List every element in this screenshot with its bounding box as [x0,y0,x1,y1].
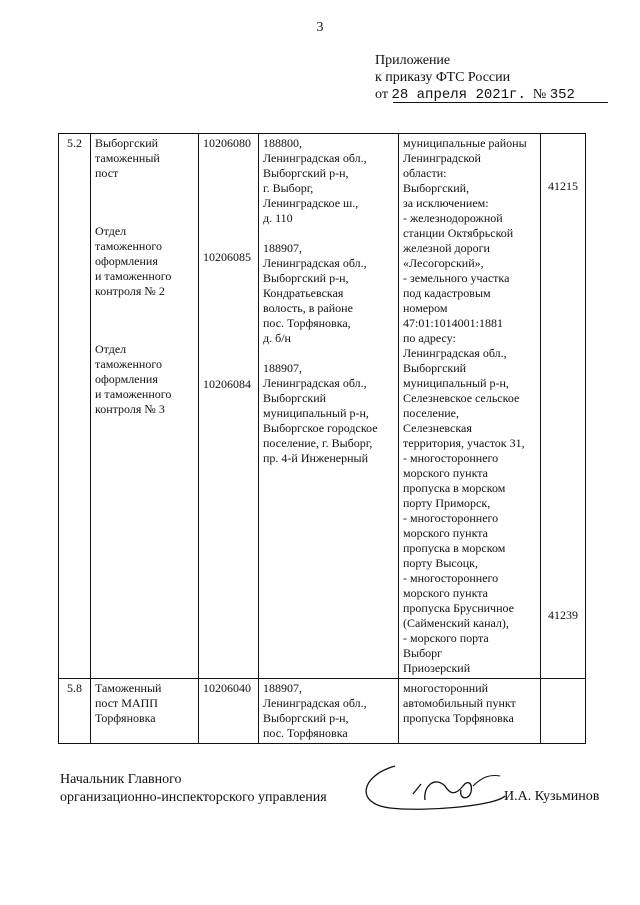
unit-name: Таможенный пост МАПП Торфяновка [91,679,199,744]
unit-address: 188907, Ленинградская обл., Выборгский муниципальный р-н, Выборгское городское поселение, г. Выборг, пр. 4-й Инженерный [263,361,378,465]
signature [355,756,515,816]
unit-address: 188800, Ленинградская обл., Выборгский р-н, г. Выборг, Ленинградское ш., д. 110 [263,136,367,225]
unit-address: 188907, Ленинградская обл., Выборгский р-н, Кондратьевская волость, в районе пос. Торфяновка, д. б/н [263,241,367,345]
order-number: 352 [549,87,575,103]
position-line-2: организационно-инспекторского управления [60,790,327,805]
codes-cell [541,679,586,744]
territory-code: 41215 [548,179,578,193]
unit-code: 10206080 [203,136,251,150]
table-row [59,134,586,679]
unit-code: 10206085 [203,250,251,264]
appendix-order-ref: к приказу ФТС России [375,70,511,85]
signer-name: И.А. Кузьминов [504,789,600,804]
customs-table [58,133,586,744]
order-date: 28 апреля 2021г. [391,87,526,103]
unit-codes-cell [199,134,259,679]
appendix-header [375,52,575,104]
unit-name: Отдел таможенного оформления и таможенного контроля № 3 [95,342,172,416]
position-line-1: Начальник Главного [60,772,182,787]
unit-names-cell [91,134,199,679]
row-number: 5.2 [59,134,91,679]
territory-cell: муниципальные районы Ленинградской области: Выборгский, за исключением: - железнодорожной станции Октябрьской железной дороги «Лесогорский», - земельного участка под кадастровым номером 47:01:1014001:1881 по адресу: Ленинградская обл., Выборгский муниципальный р-н, Селезневское сельское поселение, Селезневская территория, участок 31, - многостороннего морского пункта пропуска в морском порту Приморск, - многостороннего морского пункта пропуска в морском порту Высоцк, - многостороннего морского пункта пропуска Брусничное (Сайменский канал), - морского порта Выборг Приозерский [399,134,541,679]
date-underline [393,102,608,103]
from-label: от [375,87,388,102]
unit-addresses-cell [259,134,399,679]
unit-address: 188907, Ленинградская обл., Выборгский р-н, пос. Торфяновка [259,679,399,744]
unit-code: 10206040 [199,679,259,744]
appendix-title: Приложение [375,53,451,68]
number-label: № [532,87,547,102]
codes-cell [541,134,586,679]
territory-cell: многосторонний автомобильный пункт пропуска Торфяновка [399,679,541,744]
unit-name: Отдел таможенного оформления и таможенного контроля № 2 [95,224,172,298]
footer-position [60,771,327,807]
table-row [59,679,586,744]
page-number: 3 [316,20,324,35]
territory-code: 41239 [548,608,578,622]
unit-code: 10206084 [203,377,251,391]
unit-name: Выборгский таможенный пост [95,136,160,180]
row-number: 5.8 [59,679,91,744]
